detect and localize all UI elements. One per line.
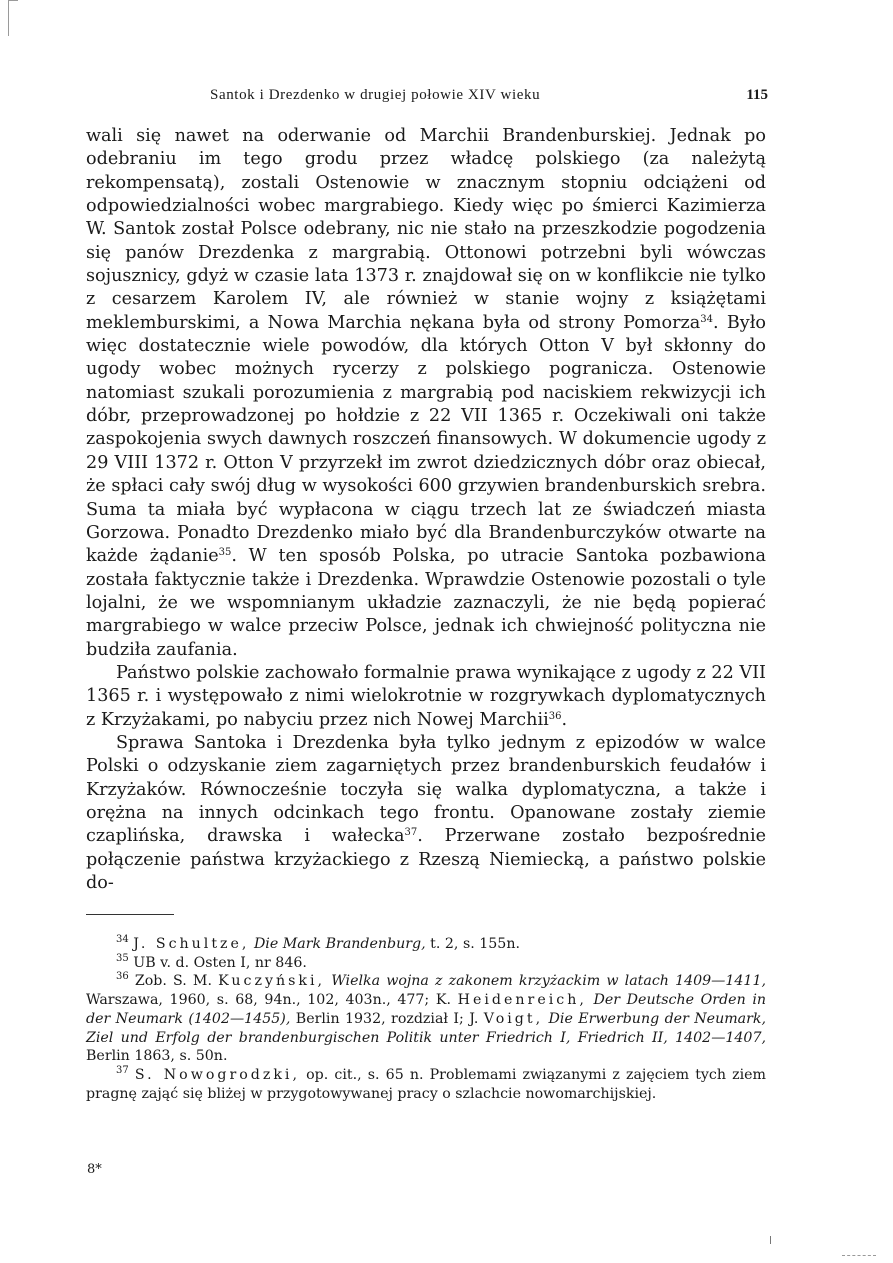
footnote-ref[interactable]: 34 xyxy=(700,313,713,325)
footnote-divider xyxy=(86,914,174,915)
scan-edge-mark xyxy=(770,1236,771,1244)
paragraph: Sprawa Santoka i Drezdenka była tylko jednym z epizodów w walce Polski o odzyskanie ziem zagarniętych przez brandenburskich feudałów i Krzyżaków. Równocześnie toczyła się walka dyplomatyczna, a także i orężna na innych odcinkach tego frontu. Opanowane zostały ziemie czaplińska, drawska i wałecka$^{37}$. Przerwane zostało bezpośrednie połączenie państwa krzyżackiego z Rzeszą Niemiecką, a państwo polskie do- xyxy=(86,732,766,893)
printer-signature: 8* xyxy=(87,1162,102,1177)
page-number: 115 xyxy=(746,87,768,103)
footnotes xyxy=(86,935,766,1103)
footnote-37: $^{37}$ S. Nowogrodzki, op. cit., s. 65 n. Problemami związanymi z zajęciem tych ziem pragnę zająć się bliżej w przygotowywanej pracy o szlachcie nowomarchijskiej. xyxy=(86,1064,766,1102)
main-text xyxy=(86,125,766,895)
footnote-35: $^{35}$ UB v. d. Osten I, nr 846. xyxy=(116,952,307,971)
footnote-34: $^{34}$ J. Schultze, Die Mark Brandenburg, t. 2, s. 155n. xyxy=(116,934,520,952)
footnote-ref[interactable]: 37 xyxy=(404,827,418,839)
running-title: Santok i Drezdenko w drugiej połowie XIV wieku xyxy=(210,87,541,103)
footnote-ref[interactable]: 35 xyxy=(218,547,232,559)
scan-corner-mark xyxy=(8,0,9,36)
paragraph: wali się nawet na oderwanie od Marchii Brandenburskiej. Jednak po odebraniu im tego grodu przez władcę polskiego (za należytą rekompensatą), zostali Ostenowie w znacznym stopniu odciążeni od odpowiedzialności wobec margrabiego. Kiedy więc po śmierci Kazimierza W. Santok został Polsce odebrany, nic nie stało na przeszkodzie pogodzenia się panów Drezdenka z margrabią. Ottonowi potrzebni byli wówczas sojusznicy, gdyż w czasie lata 1373 r. znajdował się on w konflikcie nie tylko z cesarzem Karolem IV, ale również w stanie wojny z książętami meklemburskimi, a Nowa Marchia nękana była od strony Pomorza$^{34}$. Było więc dostatecznie wiele powodów, dla których Otton V był skłonny do ugody wobec możnych rycerzy z polskiego pogranicza. Ostenowie natomiast szukali porozumienia z margrabią pod naciskiem rekwizycji ich dóbr, przeprowadzonej po hołdzie z 22 VII 1365 r. Oczekiwali oni także zaspokojenia swych dawnych roszczeń finansowych. W dokumencie ugody z 29 VIII 1372 r. Otton V przyrzekł im zwrot dziedzicznych dóbr oraz obiecał, że spłaci cały swój dług w wysokości 600 grzywien brandenburskich srebra. Suma ta miała być wypłacona w ciągu trzech lat ze świadczeń miasta Gorzowa. Ponadto Drezdenko miało być dla Brandenburczyków otwarte na każde żądanie$^{35}$. W ten sposób Polska, po utracie Santoka pozbawiona została faktycznie także i Drezdenka. Wprawdzie Ostenowie pozostali o tyle lojalni, że we wspomnianym układzie zaznaczyli, że nie będą popierać margrabiego w walce przeciw Polsce, jednak ich chwiejność polityczna nie budziła zaufania. xyxy=(86,126,766,660)
footnote-36: $^{36}$ Zob. S. M. Kuczyński, Wielka wojna z zakonem krzyżackim w latach 1409—1411, Warszawa, 1960, s. 68, 94n., 102, 403n., 477; K. Heidenreich, Der Deutsche Orden in der Neumark (1402—1455), Berlin 1932, rozdział I; J. Voigt, Die Erwerbung der Neumark, Ziel und Erfolg der brandenburgischen Politik unter Friedrich I, Friedrich II, 1402—1407, Berlin 1863, s. 50n. xyxy=(86,971,767,1065)
paragraph: Państwo polskie zachowało formalnie prawa wynikające z ugody z 22 VII 1365 r. i występowało z nimi wielokrotnie w rozgrywkach dyplomatycznych z Krzyżakami, po nabyciu przez nich Nowej Marchii$^{36}$. xyxy=(86,662,766,730)
scan-corner-mark xyxy=(8,0,18,1)
scan-edge-mark xyxy=(842,1255,876,1257)
footnote-ref[interactable]: 36 xyxy=(548,710,562,722)
